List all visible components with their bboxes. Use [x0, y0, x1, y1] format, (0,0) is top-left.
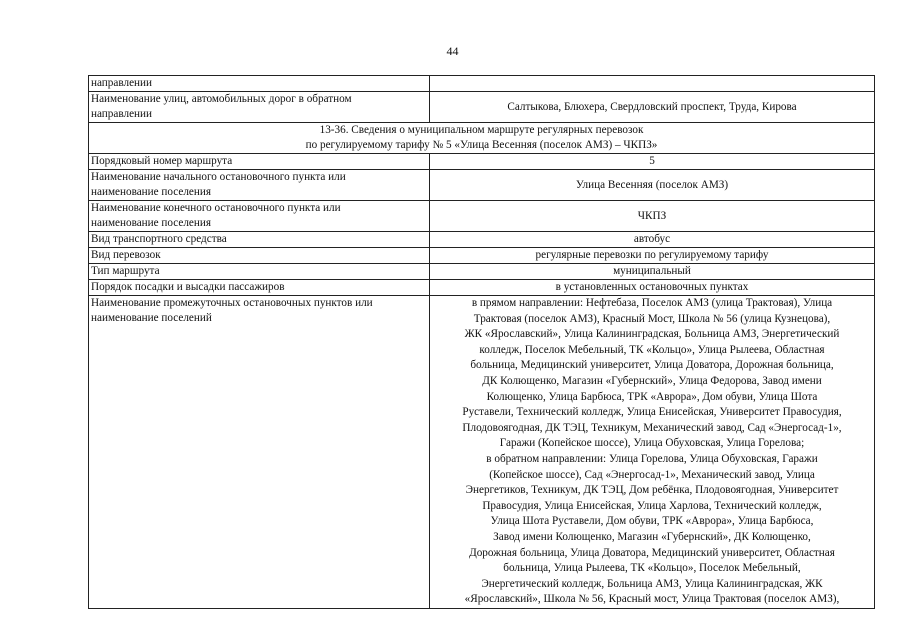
stops-line: «Ярославский», Школа № 56, Красный мост, Улица Трактовая (поселок АМЗ),	[464, 593, 840, 606]
row-label	[89, 264, 430, 280]
stops-line: колледж, Поселок Мебельный, ТК «Кольцо», Улица Рылеева, Областная	[479, 343, 825, 356]
stops-line: Руставели, Технический колледж, Улица Енисейская, Университет Правосудия,	[462, 406, 842, 419]
label-line: наименование поселения	[91, 217, 211, 229]
label-line: Наименование конечного остановочного пункта или	[91, 202, 341, 214]
stops-line: ЖК «Ярославский», Улица Калининградская, Больница АМЗ, Энергетический	[464, 328, 840, 341]
row-value: ЧКПЗ	[430, 201, 875, 232]
stops-line: Трактовая (поселок АМЗ), Красный Мост, Школа № 56 (улица Кузнецова),	[473, 312, 831, 325]
label-line: Тип маршрута	[91, 265, 160, 277]
label-line: направлении	[91, 108, 152, 120]
label-line: направлении	[91, 77, 152, 89]
table-row	[89, 232, 875, 248]
row-value: регулярные перевозки по регулируемому тарифу	[430, 248, 875, 264]
stops-line: больница, Улица Рылеева, ТК «Кольцо», Поселок Мебельный,	[503, 562, 801, 575]
row-label	[89, 201, 430, 232]
row-label	[89, 92, 430, 123]
section-title-line: 13-36. Сведения о муниципальном маршруте регулярных перевозок	[319, 124, 644, 136]
stops-line: Колющенко, Улица Барбюса, ТРК «Аврора», Дом обуви, Улица Шота	[486, 390, 818, 403]
stops-line: Правосудия, Улица Енисейская, Улица Харлова, Технический колледж,	[482, 499, 822, 512]
row-label	[89, 170, 430, 201]
row-label	[89, 232, 430, 248]
stops-line: Плодовоягодная, ДК ТЭЦ, Техникум, Механический завод, Сад «Энергосад-1»,	[462, 421, 842, 434]
label-line: Вид перевозок	[91, 249, 161, 261]
stops-line: в обратном направлении: Улица Горелова, Улица Обуховская, Гаражи	[486, 452, 818, 465]
route-table	[88, 75, 875, 609]
stops-line: больница, Медицинский университет, Улица Доватора, Дорожная больница,	[470, 359, 834, 372]
label-line: Наименование улиц, автомобильных дорог в обратном	[91, 93, 352, 105]
stops-line: Энергетический колледж, Больница АМЗ, Улица Калининградская, ЖК	[481, 577, 823, 590]
row-value: Улица Весенняя (поселок АМЗ)	[430, 170, 875, 201]
table-row	[89, 92, 875, 123]
row-value: 5	[430, 154, 875, 170]
section-heading	[89, 123, 875, 154]
table-row-stops	[89, 296, 875, 609]
row-value: автобус	[430, 232, 875, 248]
stops-line: Дорожная больница, Улица Доватора, Медицинский университет, Областная	[469, 546, 835, 559]
stops-line: Улица Шота Руставели, Дом обуви, ТРК «Аврора», Улица Барбюса,	[490, 515, 814, 528]
stops-line: Энергетиков, Техникум, ДК ТЭЦ, Дом ребёнка, Плодовоягодная, Университет	[465, 484, 839, 497]
row-value: Салтыкова, Блюхера, Свердловский проспект, Труда, Кирова	[430, 92, 875, 123]
label-line: Порядковый номер маршрута	[91, 155, 233, 167]
table-row	[89, 201, 875, 232]
stops-line: в прямом направлении: Нефтебаза, Поселок АМЗ (улица Трактовая), Улица	[471, 297, 833, 309]
stops-line: Завод имени Колющенко, Магазин «Губернский», ДК Колющенко,	[493, 530, 811, 543]
label-line: Наименование начального остановочного пункта или	[91, 171, 346, 183]
row-label	[89, 154, 430, 170]
table-row	[89, 76, 875, 92]
stops-line: Гаражи (Копейское шоссе), Улица Обуховская, Улица Горелова;	[499, 437, 805, 450]
label-line: наименование поселения	[91, 186, 211, 198]
page-number: 44	[446, 44, 459, 58]
row-value: в установленных остановочных пунктах	[430, 280, 875, 296]
row-value	[430, 76, 875, 92]
stops-list	[430, 296, 875, 609]
label-line: наименование поселений	[91, 312, 212, 324]
table-row	[89, 264, 875, 280]
table-row	[89, 280, 875, 296]
section-title-line: по регулируемому тарифу № 5 «Улица Весенняя (поселок АМЗ) – ЧКПЗ»	[305, 139, 658, 151]
stops-line: (Копейское шоссе), Сад «Энергосад-1», Механический завод, Улица	[489, 468, 815, 481]
label-line: Вид транспортного средства	[91, 233, 227, 245]
row-label	[89, 248, 430, 264]
row-label	[89, 76, 430, 92]
row-label	[89, 280, 430, 296]
stops-line: ДК Колющенко, Магазин «Губернский», Улица Федорова, Завод имени	[482, 374, 822, 387]
label-line: Наименование промежуточных остановочных пунктов или	[91, 297, 373, 309]
section-heading-row	[89, 123, 875, 154]
table-row	[89, 154, 875, 170]
table-row	[89, 170, 875, 201]
table-row	[89, 248, 875, 264]
label-line: Порядок посадки и высадки пассажиров	[91, 281, 285, 293]
row-label	[89, 296, 430, 609]
row-value: муниципальный	[430, 264, 875, 280]
